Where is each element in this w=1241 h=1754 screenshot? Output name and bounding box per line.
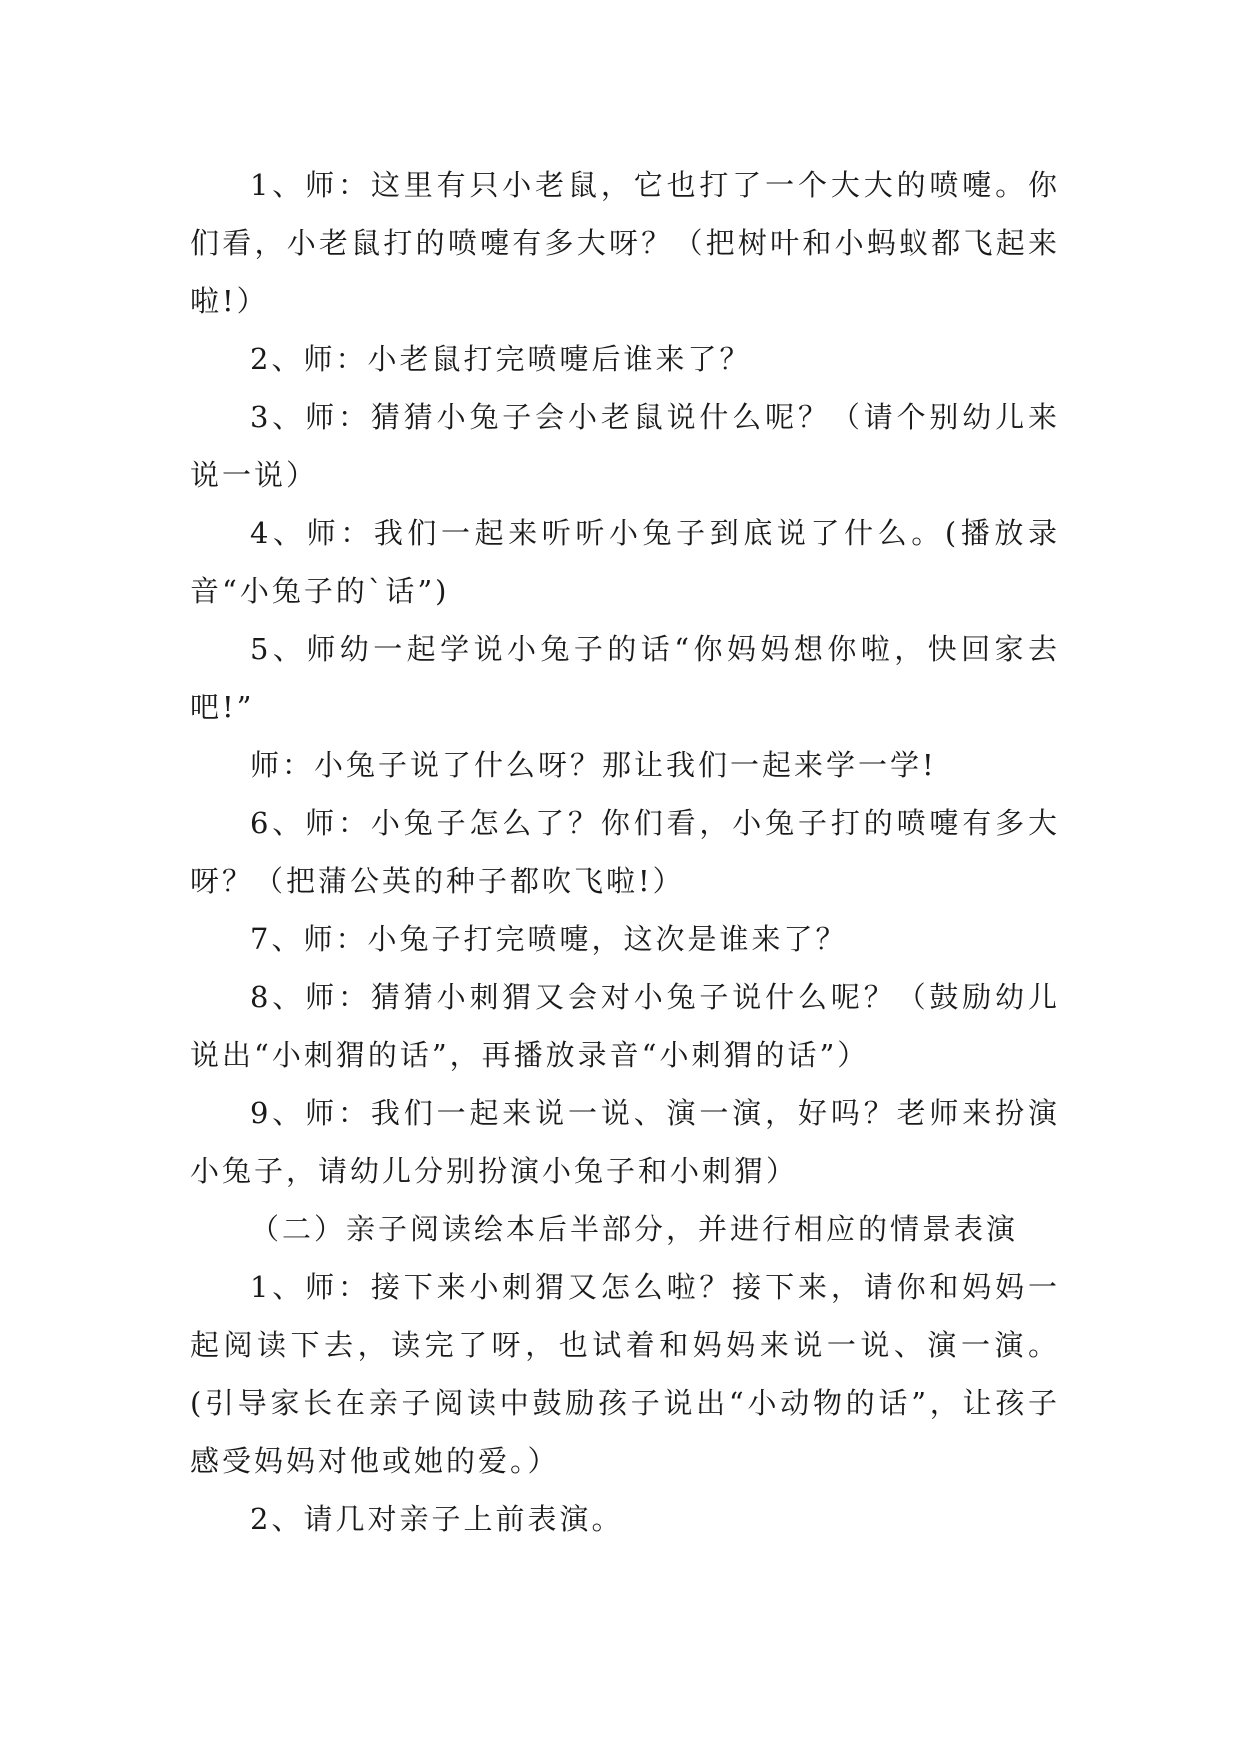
paragraph-6: 师：小兔子说了什么呀？那让我们一起来学一学! (250, 748, 937, 782)
paragraph-8: 7、师：小兔子打完喷嚏，这次是谁来了？ (250, 922, 848, 956)
document-body (190, 156, 1060, 1548)
paragraph-12: 2、请几对亲子上前表演。 (250, 1502, 624, 1536)
paragraph-2: 2、师：小老鼠打完喷嚏后谁来了？ (250, 342, 752, 376)
paragraph-5: 5、师幼一起学说小兔子的话“你妈妈想你啦，快回家去吧!” (190, 632, 1060, 724)
paragraph-1: 1、师：这里有只小老鼠，它也打了一个大大的喷嚏。你们看，小老鼠打的喷嚏有多大呀？（把树叶和小蚂蚁都飞起来啦!） (190, 168, 1060, 318)
paragraph-9: 8、师：猜猜小刺猬又会对小兔子说什么呢？（鼓励幼儿说出“小刺猬的话”，再播放录音“小刺猬的话”） (190, 980, 1060, 1072)
paragraph-7: 6、师：小兔子怎么了？你们看，小兔子打的喷嚏有多大呀？（把蒲公英的种子都吹飞啦!） (190, 806, 1060, 898)
section-heading: （二）亲子阅读绘本后半部分，并进行相应的情景表演 (250, 1212, 1019, 1246)
paragraph-11: 1、师：接下来小刺猬又怎么啦？接下来，请你和妈妈一起阅读下去，读完了呀，也试着和妈妈来说一说、演一演。(引导家长在亲子阅读中鼓励孩子说出“小动物的话”，让孩子感受妈妈对他或她的爱。） (190, 1270, 1060, 1478)
paragraph-10: 9、师：我们一起来说一说、演一演，好吗？老师来扮演小兔子，请幼儿分别扮演小兔子和小刺猬） (190, 1096, 1060, 1188)
paragraph-4: 4、师：我们一起来听听小兔子到底说了什么。(播放录音“小兔子的`话”) (190, 516, 1060, 608)
paragraph-3: 3、师：猜猜小兔子会小老鼠说什么呢？（请个别幼儿来说一说） (190, 400, 1060, 492)
